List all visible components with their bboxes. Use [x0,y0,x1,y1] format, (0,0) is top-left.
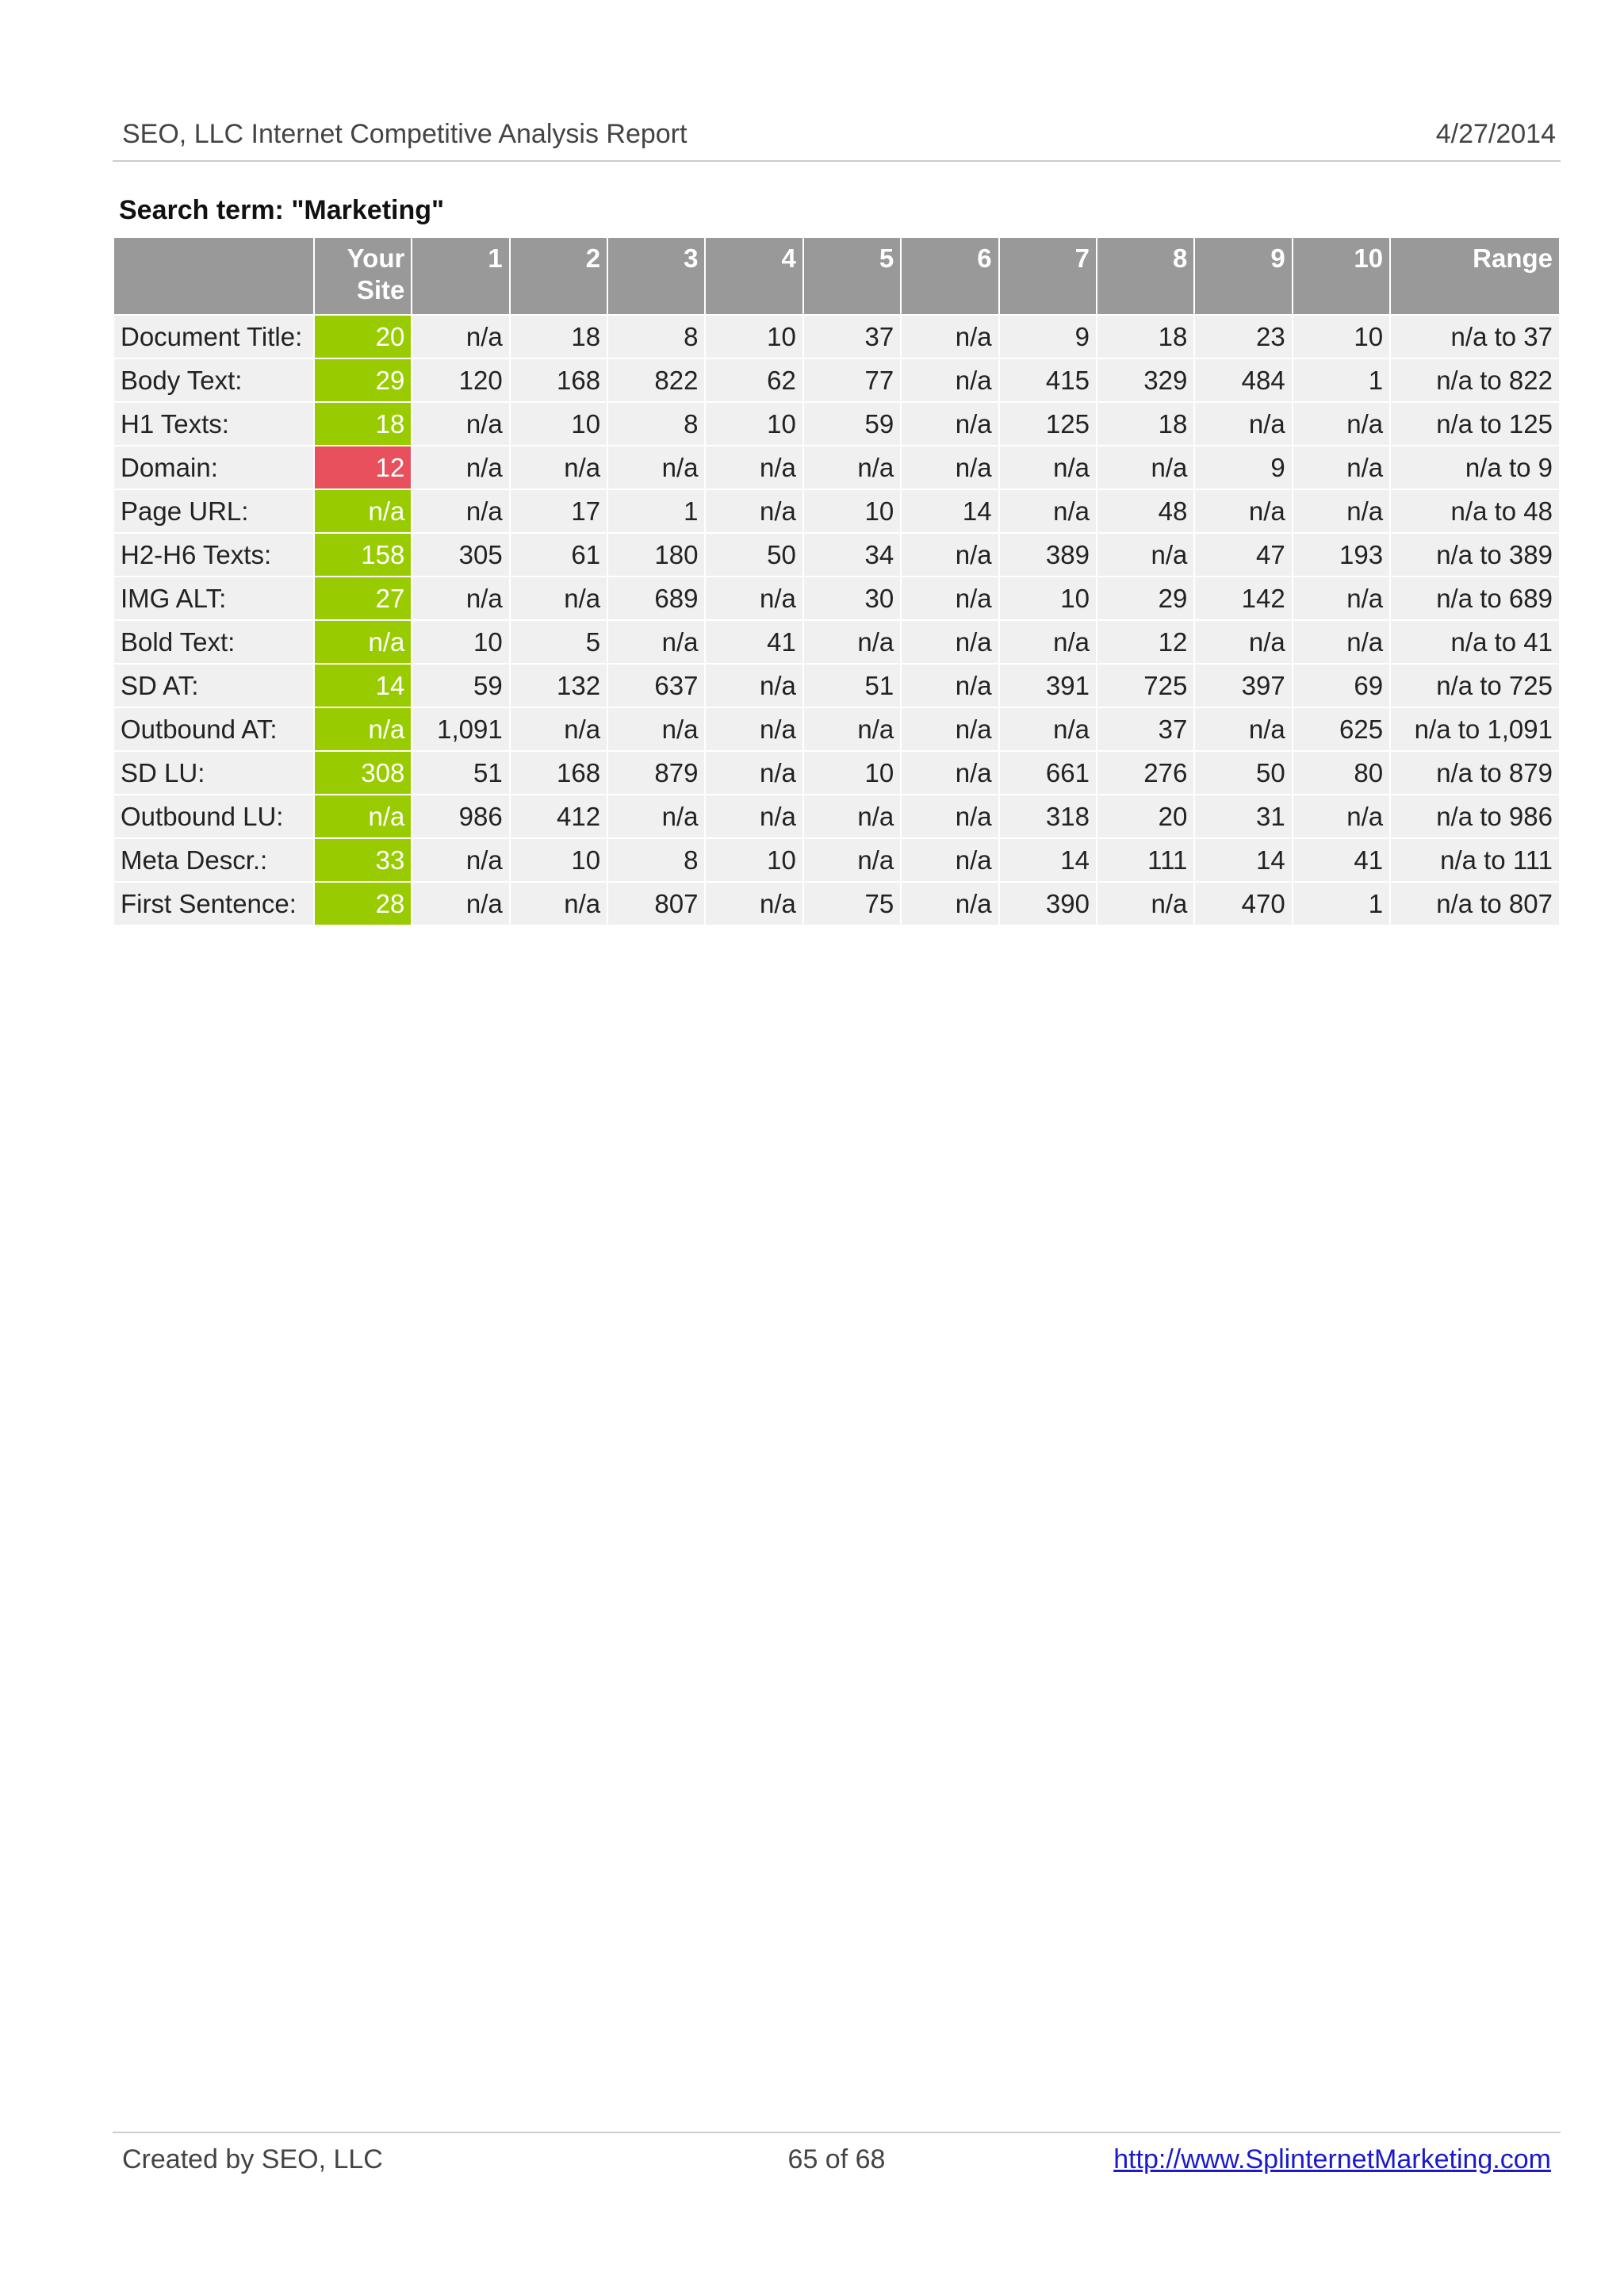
competitor-cell: 415 [1000,359,1096,401]
your-site-cell: 20 [315,316,411,358]
column-header: 7 [1000,238,1096,314]
competitor-cell: 30 [804,577,900,619]
competitor-cell: n/a [804,839,900,881]
competitor-cell: 18 [511,316,607,358]
row-label: Outbound LU: [114,795,313,837]
row-label: Body Text: [114,359,313,401]
column-header: Range [1391,238,1559,314]
competitor-cell: n/a [1293,490,1389,532]
competitor-cell: 193 [1293,534,1389,576]
competitor-cell: 120 [412,359,508,401]
competitive-analysis-table [113,236,1561,926]
competitor-cell: n/a [706,708,802,750]
competitor-cell: 34 [804,534,900,576]
competitor-cell: 17 [511,490,607,532]
row-label: Page URL: [114,490,313,532]
competitor-cell: n/a [608,708,704,750]
competitor-cell: 9 [1000,316,1096,358]
range-cell: n/a to 9 [1391,446,1559,489]
competitor-cell: 10 [511,403,607,445]
competitor-cell: n/a [511,577,607,619]
row-label: Meta Descr.: [114,839,313,881]
your-site-cell: 27 [315,577,411,619]
table-row [114,316,1559,358]
row-label: SD AT: [114,665,313,707]
competitor-cell: 18 [1097,316,1193,358]
competitor-cell: n/a [412,316,508,358]
competitor-cell: 10 [1000,577,1096,619]
range-cell: n/a to 37 [1391,316,1559,358]
competitor-cell: n/a [902,665,998,707]
competitor-cell: 276 [1097,752,1193,794]
competitor-cell: 51 [412,752,508,794]
range-cell: n/a to 48 [1391,490,1559,532]
row-label: H2-H6 Texts: [114,534,313,576]
footer-page-number: 65 of 68 [787,2144,886,2174]
competitor-cell: 14 [902,490,998,532]
competitor-cell: 637 [608,665,704,707]
competitor-cell: n/a [902,577,998,619]
range-cell: n/a to 111 [1391,839,1559,881]
competitor-cell: n/a [511,446,607,489]
competitor-cell: 168 [511,752,607,794]
page-footer [113,2132,1561,2181]
competitor-cell: n/a [902,795,998,837]
competitor-cell: 1,091 [412,708,508,750]
column-header: 4 [706,238,802,314]
column-header: 8 [1097,238,1193,314]
competitor-cell: n/a [902,316,998,358]
competitor-cell: n/a [804,708,900,750]
footer-created-by: Created by SEO, LLC [122,2144,383,2174]
competitor-cell: n/a [902,403,998,445]
competitor-cell: 8 [608,839,704,881]
your-site-cell: 14 [315,665,411,707]
competitor-cell: 470 [1195,883,1291,925]
competitor-cell: n/a [511,883,607,925]
competitor-cell: 59 [412,665,508,707]
competitor-cell: 125 [1000,403,1096,445]
your-site-cell: 29 [315,359,411,401]
competitor-cell: n/a [1293,403,1389,445]
range-cell: n/a to 807 [1391,883,1559,925]
competitor-cell: 48 [1097,490,1193,532]
table-row [114,708,1559,750]
competitor-cell: 62 [706,359,802,401]
competitor-cell: 142 [1195,577,1291,619]
your-site-cell: n/a [315,621,411,663]
competitor-cell: n/a [1000,446,1096,489]
competitor-cell: n/a [902,708,998,750]
competitor-cell: 132 [511,665,607,707]
competitor-cell: 389 [1000,534,1096,576]
competitor-cell: 10 [1293,316,1389,358]
your-site-cell: 308 [315,752,411,794]
competitor-cell: 23 [1195,316,1291,358]
column-header-blank [114,238,313,314]
competitor-cell: n/a [902,359,998,401]
competitor-cell: n/a [412,403,508,445]
your-site-cell: 18 [315,403,411,445]
competitor-cell: n/a [804,446,900,489]
competitor-cell: n/a [706,883,802,925]
table-row [114,621,1559,663]
competitor-cell: 37 [1097,708,1193,750]
competitor-cell: 18 [1097,403,1193,445]
footer-website-link[interactable]: http://www.SplinternetMarketing.com [1113,2144,1551,2174]
competitor-cell: n/a [1293,795,1389,837]
your-site-cell: 12 [315,446,411,489]
competitor-cell: n/a [902,621,998,663]
competitor-cell: 10 [511,839,607,881]
competitor-cell: 77 [804,359,900,401]
search-term-heading: Search term: "Marketing" [119,195,445,225]
competitor-cell: n/a [1195,490,1291,532]
competitor-cell: n/a [1195,621,1291,663]
competitor-cell: 47 [1195,534,1291,576]
competitor-cell: 41 [1293,839,1389,881]
table-row [114,795,1559,837]
competitor-cell: n/a [412,883,508,925]
competitor-cell: n/a [511,708,607,750]
competitor-cell: 8 [608,403,704,445]
table-row [114,403,1559,445]
competitor-cell: n/a [608,446,704,489]
competitor-cell: 5 [511,621,607,663]
competitor-cell: 412 [511,795,607,837]
competitor-cell: 391 [1000,665,1096,707]
competitor-cell: n/a [706,795,802,837]
table-row [114,839,1559,881]
competitor-cell: 69 [1293,665,1389,707]
competitor-cell: 725 [1097,665,1193,707]
competitor-cell: 10 [804,490,900,532]
range-cell: n/a to 41 [1391,621,1559,663]
competitor-cell: n/a [1293,621,1389,663]
competitor-cell: n/a [1293,446,1389,489]
competitor-cell: n/a [1293,577,1389,619]
competitor-cell: n/a [412,839,508,881]
your-site-cell: 33 [315,839,411,881]
competitor-cell: 51 [804,665,900,707]
competitor-cell: n/a [1000,490,1096,532]
your-site-cell: n/a [315,490,411,532]
row-label: Domain: [114,446,313,489]
range-cell: n/a to 689 [1391,577,1559,619]
row-label: Bold Text: [114,621,313,663]
competitor-cell: 318 [1000,795,1096,837]
row-label: First Sentence: [114,883,313,925]
competitor-cell: 986 [412,795,508,837]
competitor-cell: n/a [902,883,998,925]
competitor-cell: 80 [1293,752,1389,794]
competitor-cell: 20 [1097,795,1193,837]
competitor-cell: 305 [412,534,508,576]
competitor-cell: 822 [608,359,704,401]
table-row [114,490,1559,532]
competitor-cell: 29 [1097,577,1193,619]
competitor-cell: 329 [1097,359,1193,401]
competitor-cell: 397 [1195,665,1291,707]
range-cell: n/a to 125 [1391,403,1559,445]
competitor-cell: n/a [706,446,802,489]
competitor-cell: 10 [804,752,900,794]
page-header [113,117,1561,162]
table-row [114,665,1559,707]
competitor-cell: 50 [706,534,802,576]
competitor-cell: 41 [706,621,802,663]
competitor-cell: 689 [608,577,704,619]
competitor-cell: n/a [1097,883,1193,925]
table-row [114,446,1559,489]
competitor-cell: 59 [804,403,900,445]
your-site-cell: 28 [315,883,411,925]
competitor-cell: n/a [1097,446,1193,489]
range-cell: n/a to 879 [1391,752,1559,794]
column-header: Your Site [315,238,411,314]
competitor-cell: n/a [1195,403,1291,445]
competitor-cell: n/a [902,752,998,794]
competitor-cell: n/a [706,490,802,532]
range-cell: n/a to 822 [1391,359,1559,401]
competitor-cell: 10 [706,403,802,445]
competitor-cell: n/a [1000,708,1096,750]
competitor-cell: n/a [412,577,508,619]
table-row [114,359,1559,401]
column-header: 6 [902,238,998,314]
competitor-cell: 10 [412,621,508,663]
competitor-cell: 625 [1293,708,1389,750]
range-cell: n/a to 389 [1391,534,1559,576]
competitor-cell: n/a [804,795,900,837]
competitor-cell: 61 [511,534,607,576]
competitor-cell: 661 [1000,752,1096,794]
row-label: IMG ALT: [114,577,313,619]
column-header: 10 [1293,238,1389,314]
competitor-cell: 390 [1000,883,1096,925]
competitor-cell: 14 [1195,839,1291,881]
competitor-cell: 12 [1097,621,1193,663]
table-row [114,752,1559,794]
competitor-cell: n/a [706,577,802,619]
row-label: SD LU: [114,752,313,794]
range-cell: n/a to 725 [1391,665,1559,707]
your-site-cell: n/a [315,795,411,837]
competitor-cell: 1 [1293,359,1389,401]
competitor-cell: 31 [1195,795,1291,837]
competitor-cell: 484 [1195,359,1291,401]
table-header-row [114,238,1559,314]
competitor-cell: 10 [706,839,802,881]
competitor-cell: n/a [902,446,998,489]
report-title: SEO, LLC Internet Competitive Analysis Report [122,119,688,149]
column-header: 9 [1195,238,1291,314]
competitor-cell: 168 [511,359,607,401]
row-label: Document Title: [114,316,313,358]
competitor-cell: n/a [608,621,704,663]
your-site-cell: 158 [315,534,411,576]
competitor-cell: 111 [1097,839,1193,881]
competitor-cell: n/a [1195,708,1291,750]
competitor-cell: n/a [902,839,998,881]
competitor-cell: 807 [608,883,704,925]
range-cell: n/a to 986 [1391,795,1559,837]
competitor-cell: 1 [608,490,704,532]
competitor-cell: n/a [412,446,508,489]
competitor-cell: 8 [608,316,704,358]
column-header: 2 [511,238,607,314]
row-label: Outbound AT: [114,708,313,750]
table-row [114,883,1559,925]
competitor-cell: n/a [706,665,802,707]
column-header: 5 [804,238,900,314]
competitor-cell: 37 [804,316,900,358]
competitor-cell: n/a [902,534,998,576]
competitor-cell: n/a [1097,534,1193,576]
competitor-cell: 10 [706,316,802,358]
competitor-cell: 75 [804,883,900,925]
row-label: H1 Texts: [114,403,313,445]
competitor-cell: 180 [608,534,704,576]
competitor-cell: n/a [1000,621,1096,663]
report-date: 4/27/2014 [1435,119,1556,149]
competitor-cell: n/a [608,795,704,837]
competitor-cell: 50 [1195,752,1291,794]
column-header: 1 [412,238,508,314]
table-row [114,577,1559,619]
column-header: 3 [608,238,704,314]
competitor-cell: n/a [412,490,508,532]
competitor-cell: n/a [804,621,900,663]
table-row [114,534,1559,576]
competitor-cell: 14 [1000,839,1096,881]
your-site-cell: n/a [315,708,411,750]
competitor-cell: 1 [1293,883,1389,925]
competitor-cell: 879 [608,752,704,794]
competitor-cell: 9 [1195,446,1291,489]
competitor-cell: n/a [706,752,802,794]
range-cell: n/a to 1,091 [1391,708,1559,750]
